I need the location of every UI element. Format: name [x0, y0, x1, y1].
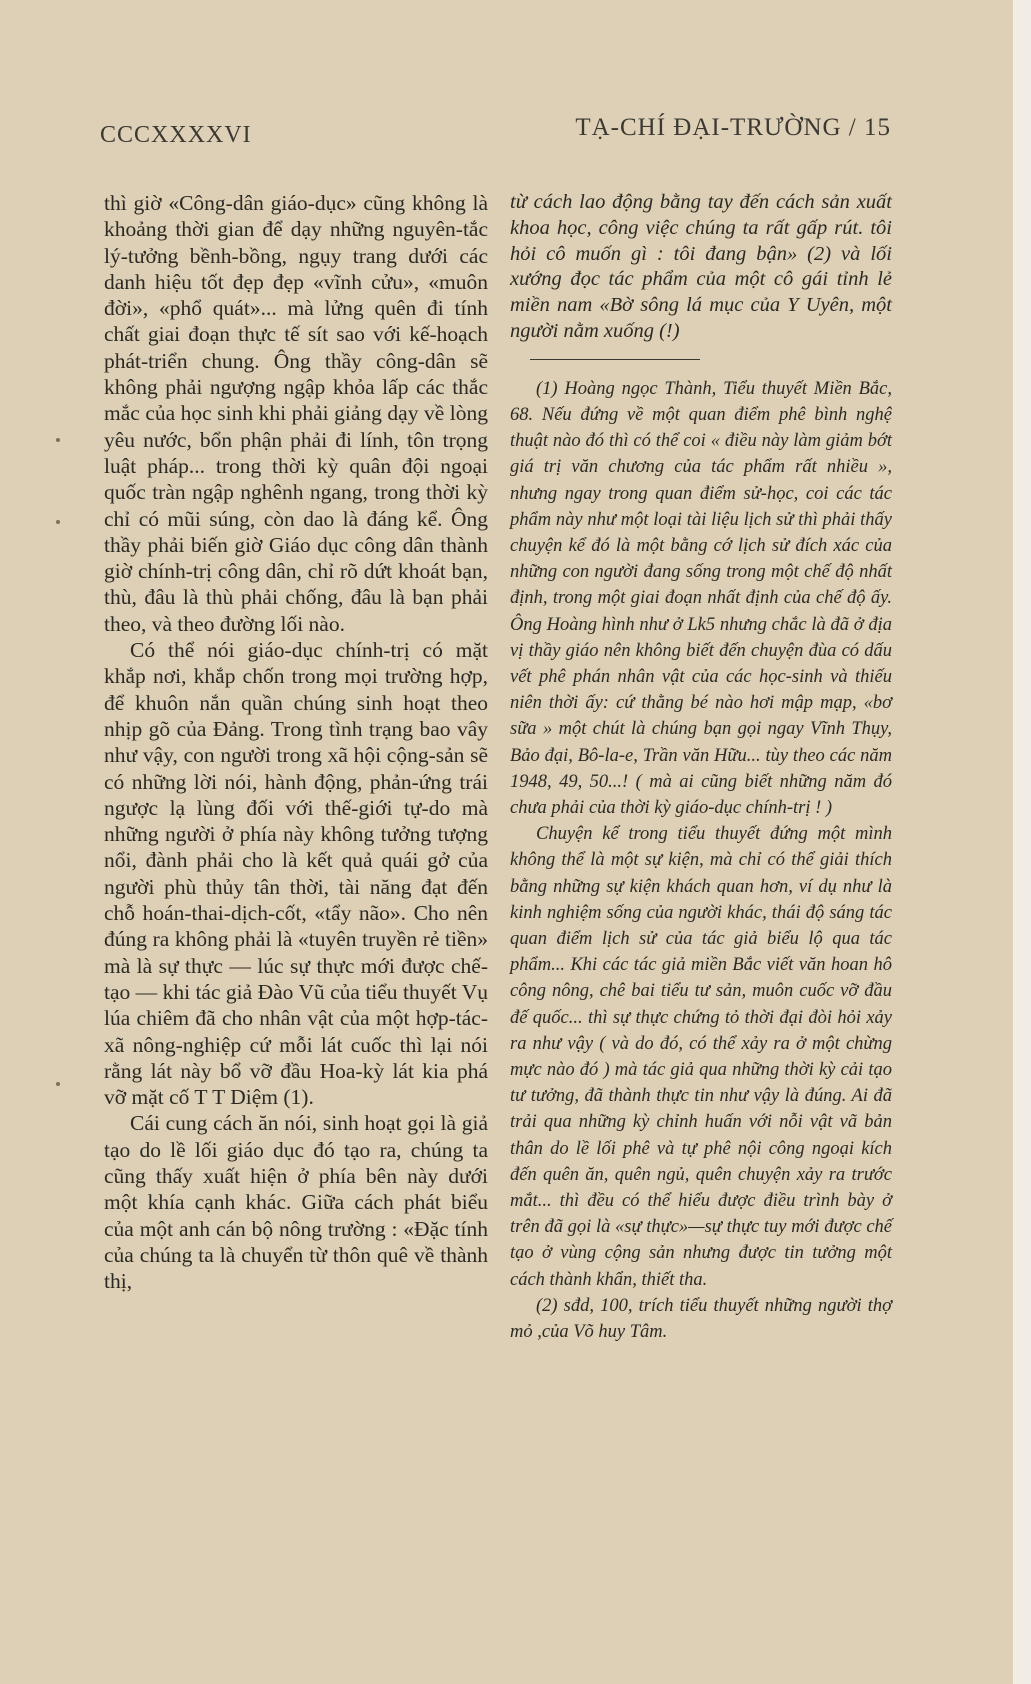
left-column: [104, 190, 488, 1294]
body-paragraph: thì giờ «Công-dân giáo-dục» cũng không là khoảng thời gian để dạy những nguyên-tắc lý-tưởng bềnh-bồng, ngụy trang dưới các danh hiệu tốt đẹp đẹp «vĩnh cửu», «muôn đời», «phổ quát»... mà lửng quên đi tính chất giai đoạn thực tế sít sao với kế-hoạch phát-triển chung. Ông thầy công-dân sẽ không phải ngượng ngập khỏa lấp các thắc mắc của học sinh khi phải giảng dạy về lòng yêu nước, bổn phận phải đi lính, tôn trọng luật pháp... trong thời kỳ quân đội ngoại quốc tràn ngập nghênh ngang, trong thời kỳ chỉ có mũi súng, còn dao là đáng kể. Ông thầy phải biến giờ Giáo dục công dân thành giờ chính-trị công dân, chỉ rõ dứt khoát bạn, thù, đâu là thù phải chống, đâu là bạn phải theo, và theo đường lối nào.: [104, 191, 488, 636]
body-paragraph: Cái cung cách ăn nói, sinh hoạt gọi là giả tạo do lề lối giáo dục đó tạo ra, chúng ta cũng thấy xuất hiện ở phía bên này dưới một khía cạnh khác. Giữa cách phát biểu của một anh cán bộ nông trường : «Đặc tính của chúng ta là chuyển từ thôn quê về thành thị,: [104, 1111, 488, 1294]
page-header: [100, 114, 891, 154]
page-number: CCCXXXXVI: [100, 122, 252, 148]
scan-speck: [56, 520, 60, 524]
body-continuation: từ cách lao động bằng tay đến cách sản xuất khoa học, công việc chúng ta rất gấp rút. tôi hỏi cô muốn gì : tôi đang bận» (2) và lối xướng đọc tác phẩm của một cô gái tỉnh lẻ miền nam «Bờ sông lá mục của Y Uyên, một người nằm xuống (!): [510, 191, 892, 342]
right-column: [510, 190, 892, 1345]
scan-speck: [56, 1082, 60, 1086]
body-paragraph: Có thể nói giáo-dục chính-trị có mặt khắp nơi, khắp chốn trong mọi trường hợp, để khuôn nắn quần chúng sinh hoạt theo nhịp gõ của Đảng. Trong tình trạng bao vây như vậy, con người trong xã hội cộng-sản sẽ có những lời nói, hành động, phản-ứng trái ngược lạ lùng đối với thế-giới tự-do mà những người ở phía này không tưởng tượng nổi, đành phải cho là kết quả quái gở của người phù thủy tân thời, tài năng đạt đến chỗ hoán-thai-dịch-cốt, «tẩy não». Cho nên đúng ra không phải là «tuyên truyền rẻ tiền» mà là sự thực — lúc sự thực mới được chế-tạo — khi tác giả Đào Vũ của tiểu thuyết Vụ lúa chiêm đã cho nhân vật của một hợp-tác-xã nông-nghiệp cứ mỗi lát cuốc thì lại nói rằng lát này bổ vỡ đầu Hoa-kỳ lát kia phá vỡ mặt cố T T Diệm (1).: [104, 638, 488, 1110]
scan-speck: [56, 438, 60, 442]
running-title: TẠ-CHÍ ĐẠI-TRƯỜNG / 15: [575, 114, 891, 141]
footnote-2: (2) sđd, 100, trích tiểu thuyết những người thợ mỏ ,của Võ huy Tâm.: [510, 1295, 892, 1343]
footnote-divider: [530, 359, 700, 360]
footnote-1: (1) Hoàng ngọc Thành, Tiểu thuyết Miền Bắc, 68. Nếu đứng về một quan điểm phê bình nghệ thuật nào đó thì có thể coi « điều này làm giảm bớt giá trị văn chương của tác phẩm rất nhiều », nhưng ngay trong quan điểm sử-học, coi các tác phẩm này như một loại tài liệu lịch sử thì phải thấy chuyện kể đó là một bằng cớ lịch sử đích xác của những con người đang sống trong một chế độ nhất định, trong một giai đoạn nhất định của chế độ ấy. Ông Hoàng hình như ở Lk5 nhưng chắc là đã ở địa vị thầy giáo nên không biết đến chuyện đùa có dấu vết phê phán nhân vật của các học-sinh và thiếu niên thời ấy: cứ thằng bé nào hơi mập mạp, «bơ sữa » một chút là chúng bạn gọi ngay Vĩnh Thụy, Bảo đại, Bô-la-e, Trần văn Hữu... tùy theo các năm 1948, 49, 50...! ( mà ai cũng biết những năm đó chưa phải của thời kỳ giáo-dục chính-trị ! ): [510, 378, 892, 819]
footnote-1-continuation: Chuyện kể trong tiểu thuyết đứng một mình không thể là một sự kiện, mà chỉ có thể giải thích bằng những sự kiện khách quan hơn, ví dụ như là kinh nghiệm sống của người khác, thái độ sáng tác quan điểm lịch sử của tác giả biểu lộ qua tác phẩm... Khi các tác giả miền Bắc viết văn hoan hô công nông, chê bai tiểu tư sản, muôn cuốc vỡ đầu đế quốc... thì sự thực chứng tỏ thời đại đòi hỏi xảy ra như vậy ( và do đó, có thể xảy ra ở một chừng mực nào đó ) mà tác giả qua những thời kỳ cải tạo tư tưởng, đã thành thực tin như vậy là đúng. Ai đã trải qua những kỳ chỉnh huấn với nỗi vật vã bản thân do lề lối phê và tự phê nội công ngoại kích đến quên ăn, quên ngủ, quên chuyện xảy ra trước mắt... thì đều có thể hiểu được điều trình bày ở trên đã gọi là «sự thực»—sự thực tuy mới được chế tạo ở vùng cộng sản nhưng được tin tưởng một cách thành khẩn, thiết tha.: [510, 824, 892, 1290]
page-edge: [1013, 0, 1031, 1684]
